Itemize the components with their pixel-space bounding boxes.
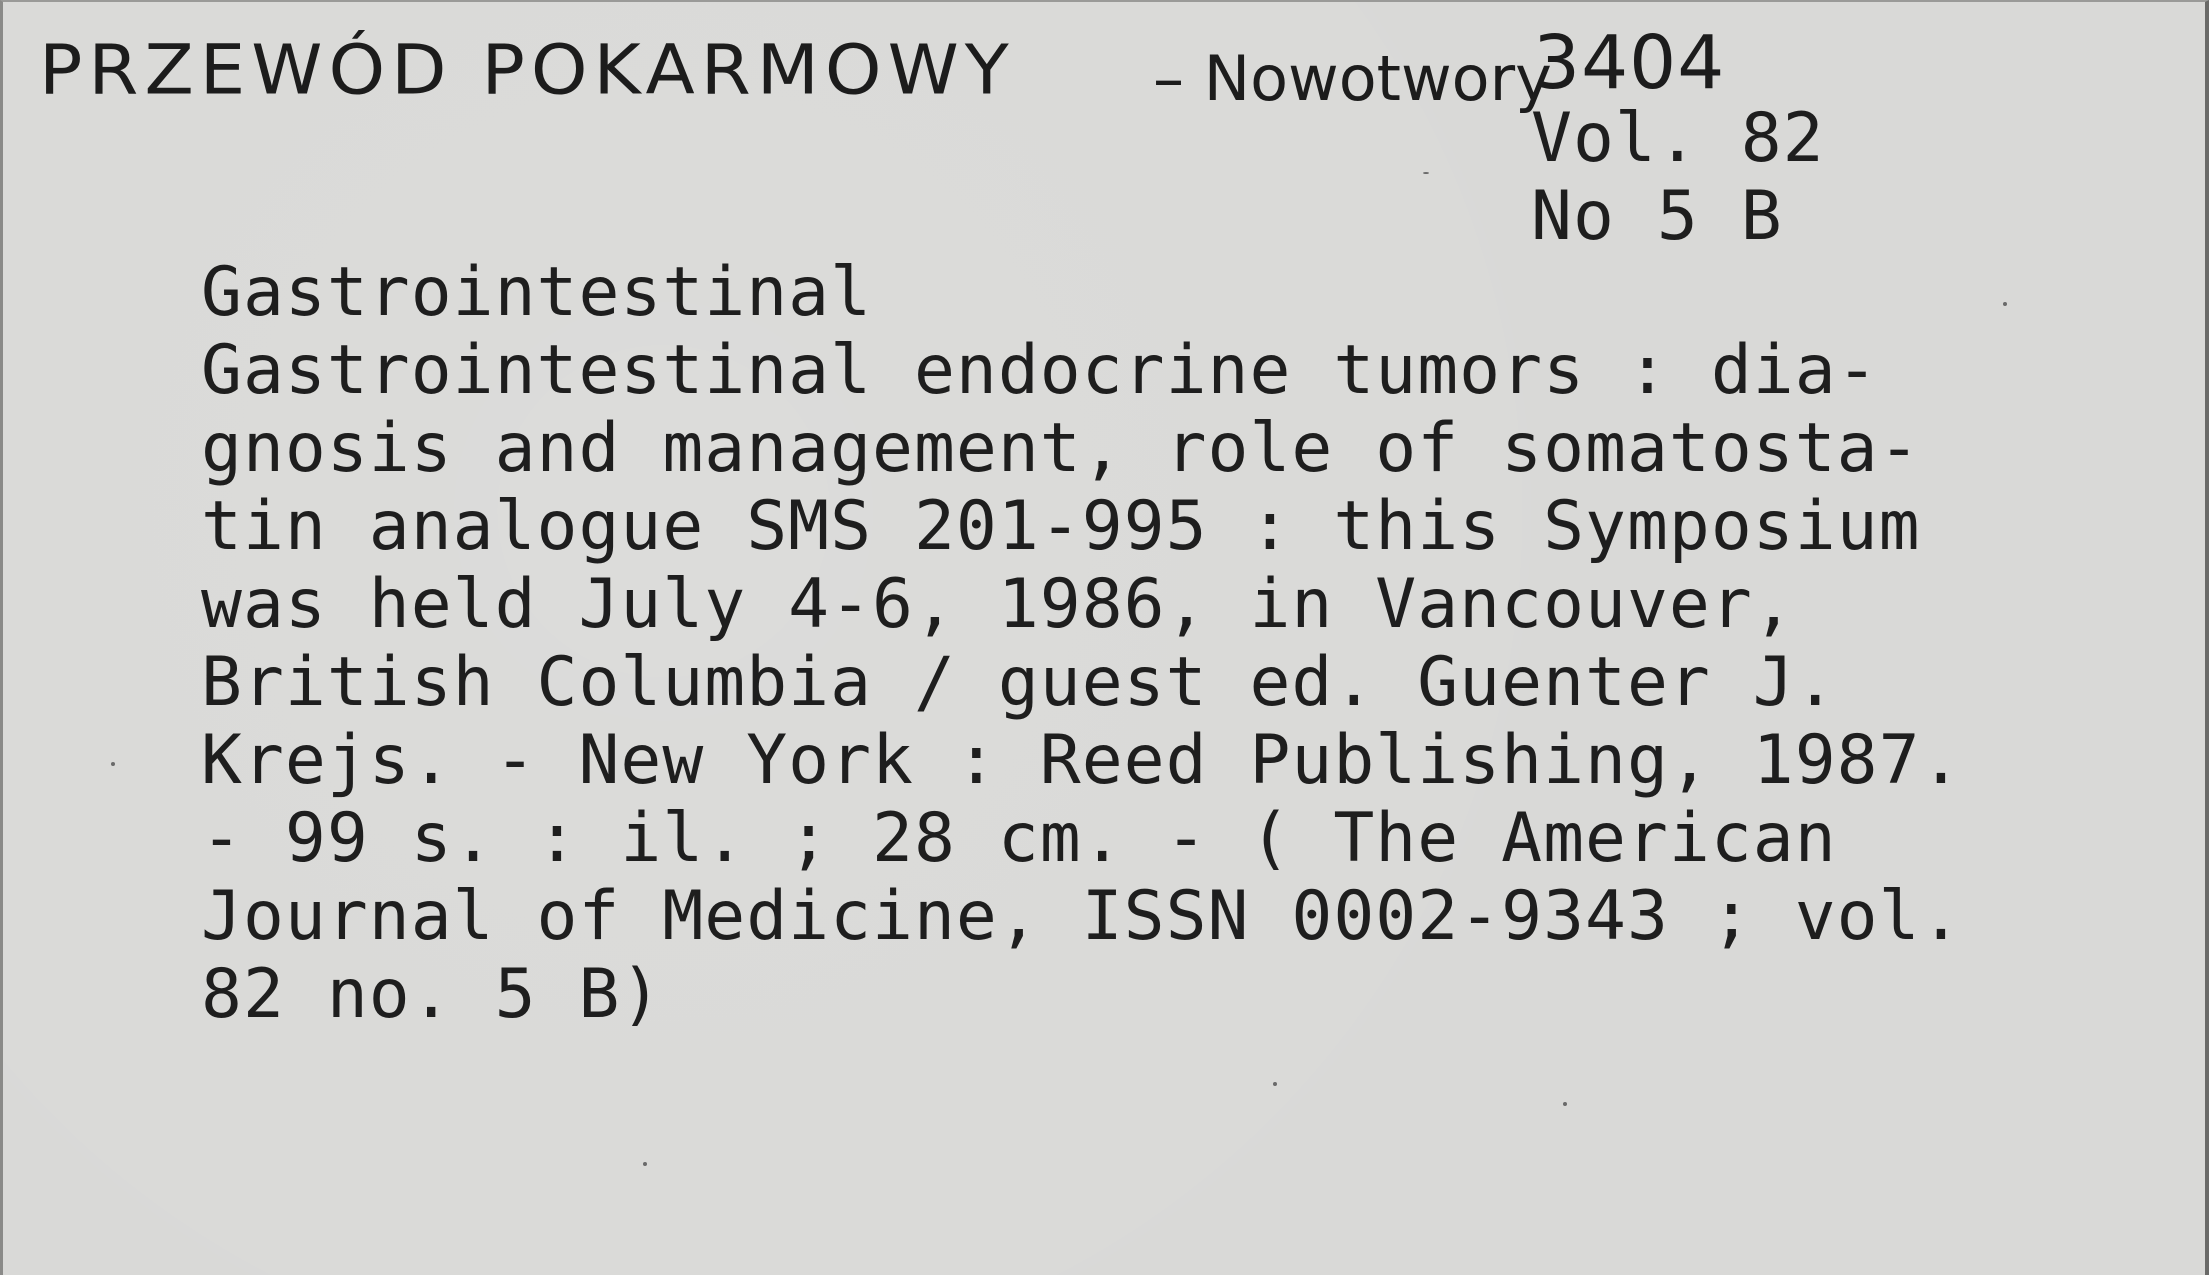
entry-line: 82 no. 5 B) bbox=[201, 955, 663, 1034]
dust-speck bbox=[2003, 302, 2007, 306]
subject-subheading: – Nowotwory bbox=[1153, 42, 1552, 115]
issue-label: No 5 B bbox=[1531, 177, 1783, 256]
dust-speck bbox=[643, 1162, 647, 1166]
entry-line: was held July 4-6, 1986, in Vancouver, bbox=[201, 565, 1795, 644]
entry-line: Gastrointestinal endocrine tumors : dia- bbox=[201, 331, 1879, 410]
entry-line: Gastrointestinal bbox=[201, 253, 873, 332]
entry-line: Journal of Medicine, ISSN 0002-9343 ; vol. bbox=[201, 877, 1963, 956]
dust-speck bbox=[111, 762, 115, 766]
volume-label: Vol. 82 bbox=[1531, 99, 1825, 178]
call-number: 3404 bbox=[1533, 20, 1726, 106]
dust-speck bbox=[1273, 1082, 1277, 1086]
entry-line: Krejs. - New York : Reed Publishing, 1987. bbox=[201, 721, 1963, 800]
entry-line: - 99 s. : il. ; 28 cm. - ( The American bbox=[201, 799, 1837, 878]
subject-heading: PRZEWÓD POKARMOWY bbox=[39, 30, 1015, 110]
subject-subheading-line1 bbox=[1153, 42, 1552, 115]
dust-speck bbox=[1423, 172, 1429, 174]
dust-speck bbox=[1563, 1102, 1567, 1106]
entry-line: British Columbia / guest ed. Guenter J. bbox=[201, 643, 1837, 722]
entry-line: gnosis and management, role of somatosta- bbox=[201, 409, 1921, 488]
entry-line: tin analogue SMS 201-995 : this Symposium bbox=[201, 487, 1921, 566]
bibliographic-entry bbox=[201, 254, 1962, 1034]
